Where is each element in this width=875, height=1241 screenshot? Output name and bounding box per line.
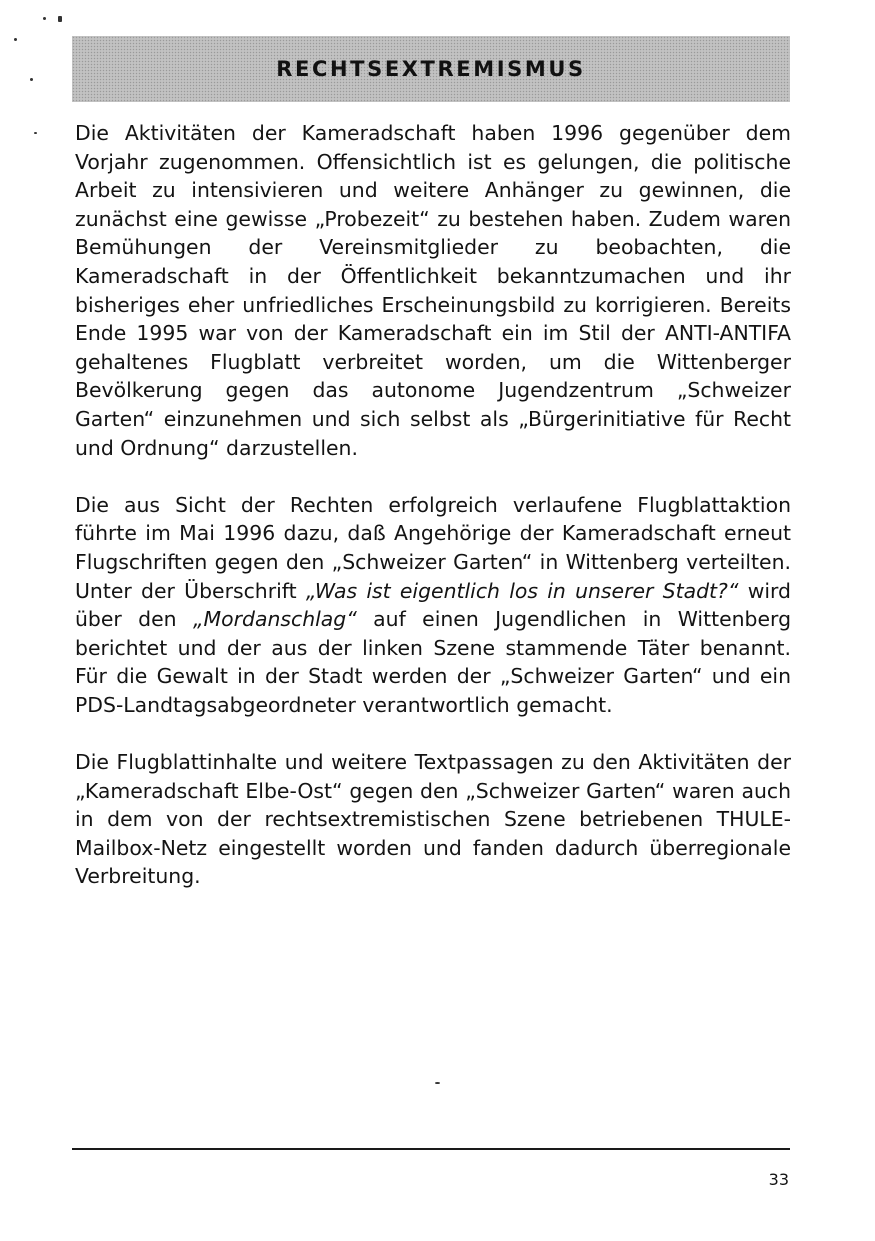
scan-speck bbox=[58, 16, 62, 22]
scan-speck bbox=[435, 1082, 440, 1084]
paragraph-text: auf einen Jugendlichen in Wittenberg berichtet und der aus der linken Szene stammende Täter benannt. Für die Gewalt in der Stadt werden der „Schweizer Garten“ und ein PDS-Landtagsabgeordneter verantwortlich gemacht. bbox=[75, 607, 792, 717]
quoted-headline: „Was ist eigentlich los in unserer Stadt?“ bbox=[305, 578, 739, 603]
paragraph-text: wird über den bbox=[75, 578, 792, 632]
footer-divider bbox=[72, 1148, 790, 1150]
page-number: 33 bbox=[768, 1170, 789, 1189]
body-text bbox=[75, 119, 791, 891]
scan-speck bbox=[43, 17, 46, 20]
paragraph-text: Die Flugblattinhalte und weitere Textpassagen zu den Aktivitäten der „Kameradschaft Elbe-Ost“ gegen den „Schweizer Garten“ waren auch in dem von der rechtsextremistischen Szene betriebenen THULE-Mailbox-Netz eingestellt worden und fanden dadurch überregionale Verbreitung. bbox=[75, 750, 791, 889]
scan-speck bbox=[30, 78, 33, 81]
paragraph-2 bbox=[75, 491, 791, 720]
section-title: RECHTSEXTREMISMUS bbox=[276, 57, 586, 81]
paragraph-1 bbox=[75, 119, 791, 462]
scan-speck bbox=[34, 132, 37, 134]
paragraph-text: Die Aktivitäten der Kameradschaft haben 1996 gegenüber dem Vorjahr zugenommen. Offensichtlich ist es gelungen, die politische Arbeit zu intensivieren und weitere Anhänger zu gewinnen, die zunächst eine gewisse „Probezeit“ zu bestehen haben. Zudem waren Bemühungen der Vereinsmitglieder zu beobachten, die Kameradschaft in der Öffentlichkeit bekanntzumachen und ihr bisheriges eher unfriedliches Erscheinungsbild zu korrigieren. Bereits Ende 1995 war von der Kameradschaft ein im Stil der ANTI-ANTIFA gehaltenes Flugblatt verbreitet worden, um die Wittenberger Bevölkerung gegen das autonome Jugendzentrum „Schweizer Garten“ einzunehmen und sich selbst als „Bürgerinitiative für Recht und Ordnung“ darzustellen. bbox=[75, 121, 791, 460]
paragraph-3 bbox=[75, 748, 791, 891]
quoted-term: „Mordanschlag“ bbox=[192, 607, 357, 632]
section-header-band bbox=[72, 36, 790, 102]
scan-speck bbox=[14, 38, 17, 41]
paragraph-text: Die aus Sicht der Rechten erfolgreich verlaufene Flugblattaktion führte im Mai 1996 dazu, daß Angehörige der Kameradschaft erneut Flugschriften gegen den „Schweizer Garten“ in Wittenberg verteilten. Unter der Überschrift bbox=[75, 492, 791, 603]
